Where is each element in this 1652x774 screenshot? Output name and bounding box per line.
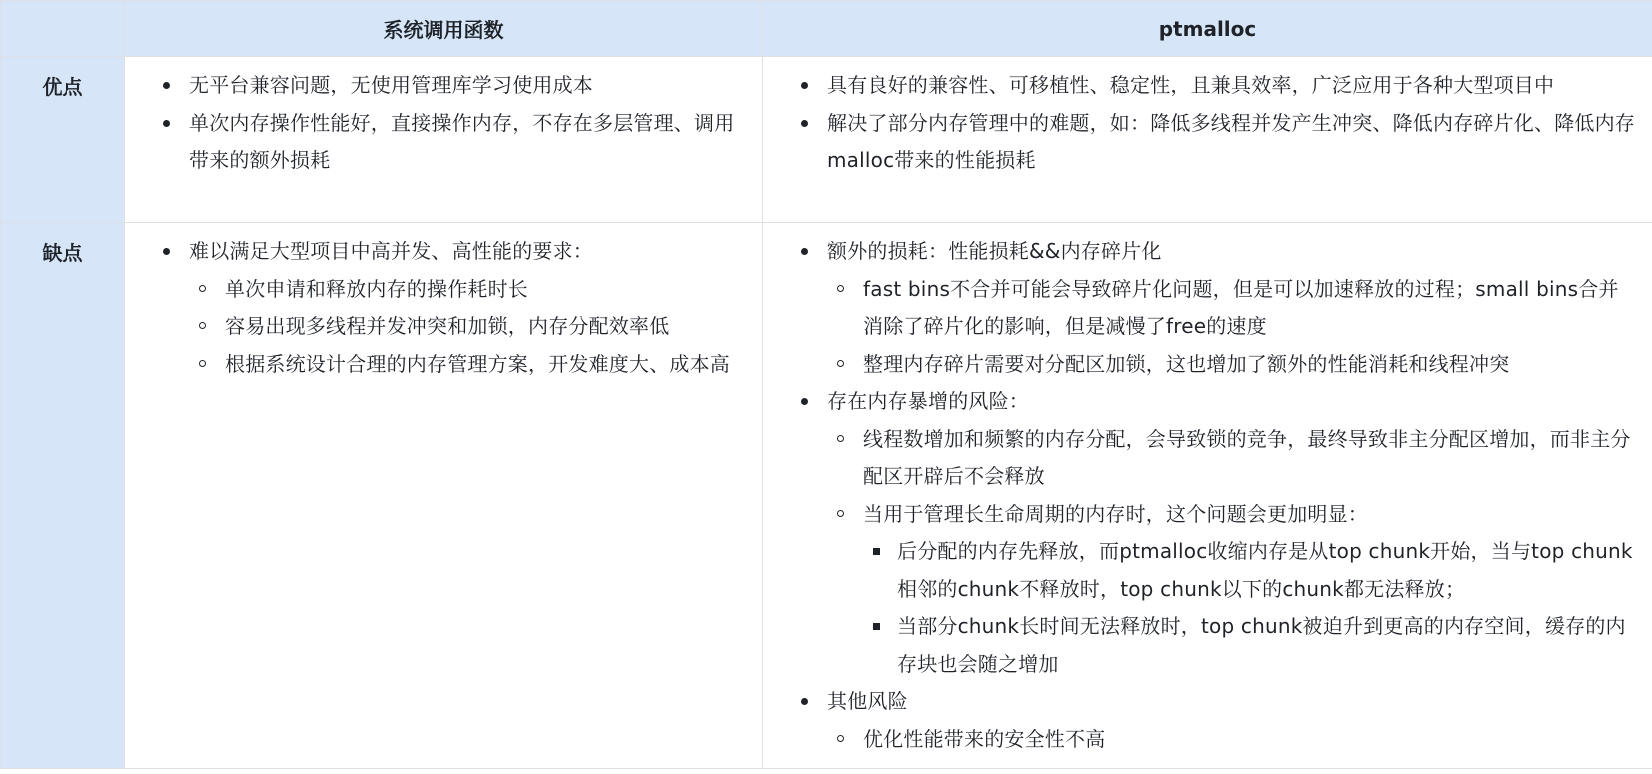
list-item	[763, 721, 1638, 759]
list-item	[763, 608, 1638, 683]
list-item-text: 优化性能带来的安全性不高	[863, 726, 1106, 751]
row-disadvantages	[1, 223, 1652, 769]
list-item-text: 单次申请和释放内存的操作耗时长	[225, 276, 528, 301]
list-item	[763, 105, 1638, 180]
bullet-icon	[801, 120, 808, 127]
list-syscall-advantages	[125, 67, 748, 180]
list-item-text: 后分配的内存先释放，而ptmalloc收缩内存是从top chunk开始，当与top chunk相邻的chunk不释放时，top chunk以下的chunk都无法释放；	[897, 539, 1633, 601]
circle-bullet-icon	[837, 435, 844, 442]
list-item-text: fast bins不合并可能会导致碎片化问题，但是可以加速释放的过程；small bins合并消除了碎片化的影响，但是减慢了free的速度	[863, 276, 1619, 338]
list-item	[763, 496, 1638, 534]
list-item	[763, 67, 1638, 105]
list-item	[763, 421, 1638, 496]
cell-syscall-disadvantages	[125, 223, 763, 769]
list-item-text: 解决了部分内存管理中的难题，如：降低多线程并发产生冲突、降低内存碎片化、降低内存malloc带来的性能损耗	[827, 110, 1635, 172]
circle-bullet-icon	[199, 322, 206, 329]
list-item	[763, 271, 1638, 346]
square-bullet-icon	[873, 623, 880, 630]
circle-bullet-icon	[199, 285, 206, 292]
circle-bullet-icon	[837, 510, 844, 517]
list-item	[763, 683, 1638, 721]
square-bullet-icon	[873, 548, 880, 555]
row-label-advantages	[1, 57, 125, 223]
row-label-text: 优点	[42, 75, 83, 99]
circle-bullet-icon	[837, 285, 844, 292]
list-item	[125, 67, 748, 105]
cell-syscall-advantages	[125, 57, 763, 223]
header-row	[1, 1, 1652, 57]
list-item	[125, 105, 748, 180]
header-corner	[1, 1, 125, 57]
bullet-icon	[801, 82, 808, 89]
list-item-text: 线程数增加和频繁的内存分配，会导致锁的竞争，最终导致非主分配区增加，而非主分配区开辟后不会释放	[863, 426, 1631, 488]
list-item	[125, 271, 748, 309]
bullet-icon	[801, 248, 808, 255]
list-item-text: 整理内存碎片需要对分配区加锁，这也增加了额外的性能消耗和线程冲突	[863, 351, 1510, 376]
circle-bullet-icon	[199, 360, 206, 367]
bullet-icon	[801, 698, 808, 705]
list-item	[125, 308, 748, 346]
list-item	[763, 233, 1638, 271]
list-item-text: 当用于管理长生命周期的内存时，这个问题会更加明显：	[863, 501, 1368, 526]
bullet-icon	[163, 248, 170, 255]
bullet-icon	[163, 120, 170, 127]
list-item-text: 无平台兼容问题，无使用管理库学习使用成本	[189, 73, 593, 97]
cell-ptmalloc-disadvantages	[763, 223, 1652, 769]
list-item-text: 根据系统设计合理的内存管理方案，开发难度大、成本高	[225, 351, 730, 376]
list-item-text: 存在内存暴增的风险：	[827, 389, 1029, 413]
list-item	[125, 233, 748, 271]
row-label-text: 缺点	[42, 241, 83, 265]
list-syscall-disadvantages	[125, 233, 748, 383]
list-item-text: 额外的损耗：性能损耗&&内存碎片化	[827, 239, 1162, 263]
list-item-text: 其他风险	[827, 689, 908, 713]
circle-bullet-icon	[837, 360, 844, 367]
list-item-text: 难以满足大型项目中高并发、高性能的要求：	[189, 239, 593, 263]
list-item	[763, 346, 1638, 384]
header-ptmalloc: ptmalloc	[763, 1, 1652, 57]
row-label-disadvantages	[1, 223, 125, 769]
list-item	[763, 383, 1638, 421]
row-advantages	[1, 57, 1652, 223]
list-item	[125, 346, 748, 384]
circle-bullet-icon	[837, 735, 844, 742]
list-item-text: 容易出现多线程并发冲突和加锁，内存分配效率低	[225, 314, 670, 338]
list-item-text: 当部分chunk长时间无法释放时，top chunk被迫升到更高的内存空间，缓存的内存块也会随之增加	[897, 614, 1626, 676]
cell-ptmalloc-advantages	[763, 57, 1652, 223]
header-syscall: 系统调用函数	[125, 1, 763, 57]
list-ptmalloc-advantages	[763, 67, 1638, 180]
list-item-text: 具有良好的兼容性、可移植性、稳定性，且兼具效率，广泛应用于各种大型项目中	[827, 73, 1555, 97]
list-ptmalloc-disadvantages	[763, 233, 1638, 758]
list-item-text: 单次内存操作性能好，直接操作内存，不存在多层管理、调用带来的额外损耗	[189, 110, 735, 172]
list-item	[763, 533, 1638, 608]
bullet-icon	[801, 398, 808, 405]
bullet-icon	[163, 82, 170, 89]
